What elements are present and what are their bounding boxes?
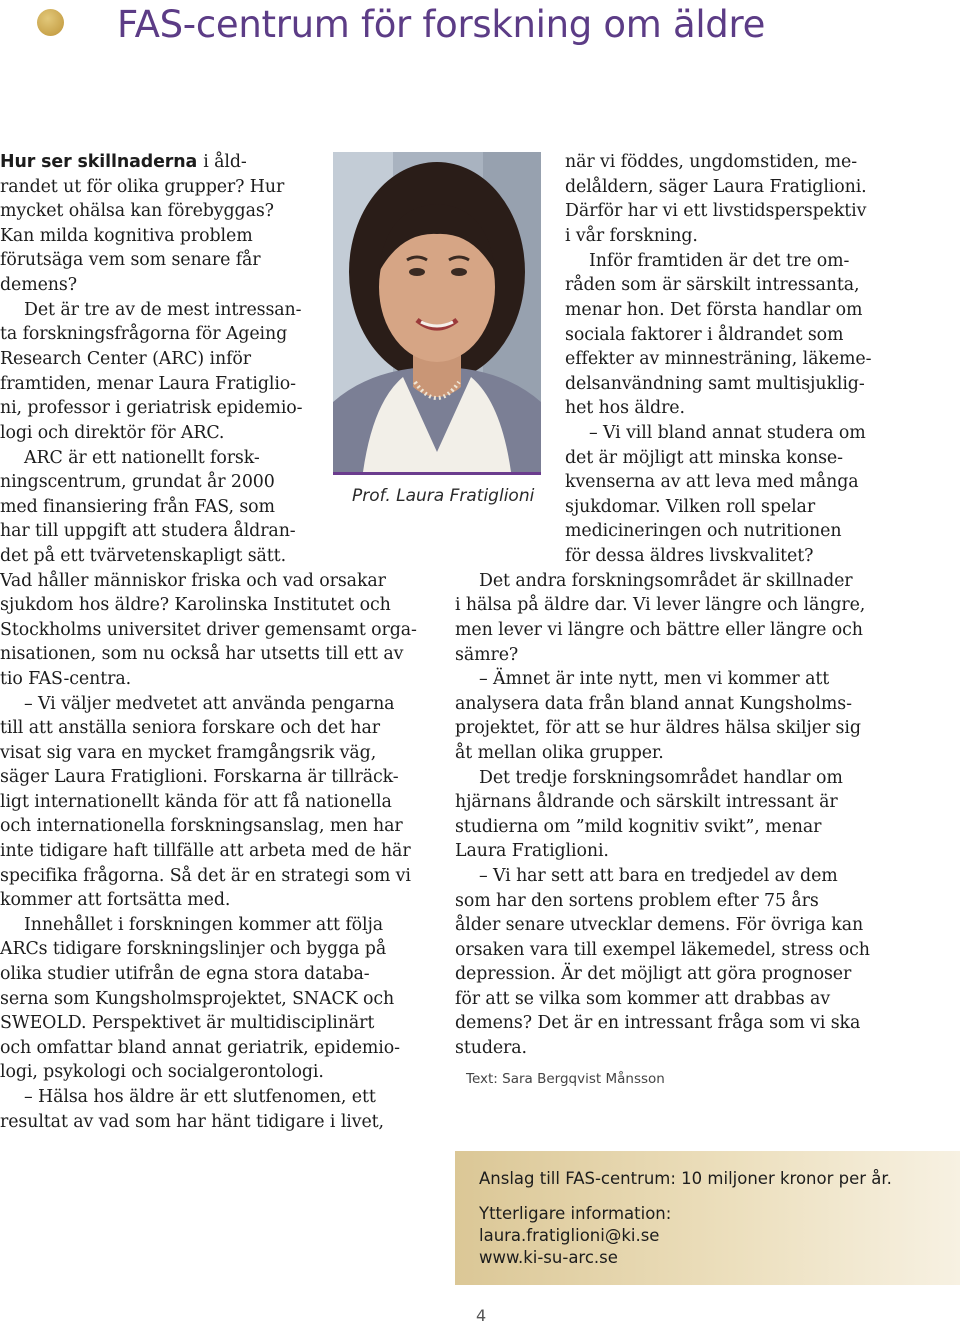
text-line: mycket ohälsa kan förebyggas? [0, 201, 274, 221]
text-line: Laura Fratiglioni. [455, 841, 609, 861]
text-line: Innehållet i forskningen kommer att följa [24, 915, 384, 935]
info-box [455, 1151, 960, 1285]
lead-bold-text: Hur ser skillnaderna [0, 152, 198, 172]
text-line: studera. [455, 1038, 527, 1058]
text-line: i hälsa på äldre dar. Vi lever längre och längre, [455, 595, 866, 615]
text-line: olika studier utifrån de egna stora databa- [0, 964, 370, 984]
text-line: kvenserna av att leva med många [565, 472, 859, 492]
text-line: sjukdom hos äldre? Karolinska Institutet och [0, 595, 391, 615]
text-line: depression. Är det möjligt att göra prognoser [455, 964, 852, 984]
text-line: men lever vi längre och bättre eller längre och [455, 620, 863, 640]
info-email-link[interactable]: laura.fratiglioni@ki.se [479, 1226, 660, 1245]
text-line: som har den sortens problem efter 75 års [455, 891, 819, 911]
text-line: har till uppgift att studera åldran- [0, 521, 296, 541]
text-line: logi och direktör för ARC. [0, 423, 225, 443]
text-line: ligt internationellt kända för att få nationella [0, 792, 392, 812]
text-line: effekter av minnesträning, läkeme- [565, 349, 872, 369]
text-line: åt mellan olika grupper. [455, 743, 664, 763]
text-line: ARCs tidigare forskningslinjer och bygga på [0, 939, 387, 959]
text-line: menar hon. Det första handlar om [565, 300, 863, 320]
text-line: Det är tre av de mest intressan- [24, 300, 302, 320]
text-line: logi, psykologi och socialgerontologi. [0, 1062, 324, 1082]
text-line: delsanvändning samt multisjuklig- [565, 374, 865, 394]
text-line: sjukdomar. Vilken roll spelar [565, 497, 816, 517]
text-line: ningscentrum, grundat år 2000 [0, 472, 275, 492]
text-line: visat sig vara en mycket framgångsrik väg, [0, 743, 377, 763]
text-line: – Hälsa hos äldre är ett slutfenomen, ett [24, 1087, 376, 1107]
text-line: sociala faktorer i åldrandet som [565, 325, 844, 345]
text-line: för dessa äldres livskvalitet? [565, 546, 814, 566]
info-grant: Anslag till FAS-centrum: 10 miljoner kronor per år. [479, 1169, 892, 1188]
lead-bold-phrase [0, 150, 197, 175]
text-line: orsaken vara till exempel läkemedel, stress och [455, 940, 870, 960]
text-line: medicineringen och nutritionen [565, 521, 842, 541]
text-line: kommer att fortsätta med. [0, 890, 231, 910]
page-title: FAS-centrum för forskning om äldre [117, 3, 766, 46]
photo-caption: Prof. Laura Fratiglioni [352, 486, 535, 506]
text-line: Vad håller människor friska och vad orsakar [0, 571, 386, 591]
text-line: delåldern, säger Laura Fratiglioni. [565, 177, 867, 197]
text-line: demens? Det är en intressant fråga som vi ska [455, 1013, 861, 1033]
portrait-photo [333, 152, 541, 475]
author-credit: Text: Sara Bergqvist Månsson [466, 1071, 665, 1087]
text-line: och internationella forskningsanslag, men har [0, 816, 403, 836]
text-line: projektet, för att se hur äldres hälsa skiljer sig [455, 718, 861, 738]
text-line: ARC är ett nationellt forsk- [24, 448, 260, 468]
text-line: – Vi väljer medvetet att använda pengarna [24, 694, 395, 714]
text-line: tio FAS-centra. [0, 669, 132, 689]
text-line: inte tidigare haft tillfälle att arbeta med de här [0, 841, 411, 861]
text-line: analysera data från bland annat Kungsholms- [455, 694, 852, 714]
text-line: serna som Kungsholmsprojektet, SNACK och [0, 989, 395, 1009]
text-line: – Vi har sett att bara en tredjedel av dem [479, 866, 838, 886]
portrait-illustration [333, 152, 541, 472]
text-line: het hos äldre. [565, 398, 685, 418]
text-line: demens? [0, 275, 77, 295]
text-line: randet ut för olika grupper? Hur [0, 177, 285, 197]
text-line: resultat av vad som har hänt tidigare i livet, [0, 1112, 384, 1132]
text-line: ålder senare utvecklar demens. För övriga kan [455, 915, 864, 935]
text-line: när vi föddes, ungdomstiden, me- [565, 152, 858, 172]
text-line: hjärnans åldrande och särskilt intressant är [455, 792, 838, 812]
info-website-link[interactable]: www.ki-su-arc.se [479, 1248, 618, 1267]
text-line: i åld- [203, 152, 247, 172]
text-line: råden som är särskilt intressanta, [565, 275, 860, 295]
text-line: förutsäga vem som senare får [0, 250, 261, 270]
text-line: säger Laura Fratiglioni. Forskarna är tillräck- [0, 767, 399, 787]
info-more-label: Ytterligare information: [479, 1204, 672, 1223]
text-line: framtiden, menar Laura Fratiglio- [0, 374, 296, 394]
text-line: sämre? [455, 645, 519, 665]
text-line: Det andra forskningsområdet är skillnader [479, 571, 853, 591]
text-line: studierna om ”mild kognitiv svikt”, menar [455, 817, 822, 837]
text-line: för att se vilka som kommer att drabbas av [455, 989, 831, 1009]
title-bullet-dot [37, 9, 64, 36]
text-line: SWEOLD. Perspektivet är multidisciplinärt [0, 1013, 375, 1033]
text-line: ta forskningsfrågorna för Ageing [0, 324, 288, 344]
text-line: nisationen, som nu också har utsetts till ett av [0, 644, 404, 664]
text-line: till att anställa seniora forskare och det har [0, 718, 380, 738]
text-line: Kan milda kognitiva problem [0, 226, 253, 246]
text-line: – Ämnet är inte nytt, men vi kommer att [479, 669, 830, 689]
text-line: i vår forskning. [565, 226, 698, 246]
text-line: och omfattar bland annat geriatrik, epidemio- [0, 1038, 400, 1058]
text-line: Research Center (ARC) inför [0, 349, 252, 369]
text-line: Stockholms universitet driver gemensamt orga- [0, 620, 417, 640]
text-line: Inför framtiden är det tre om- [589, 251, 850, 271]
text-line: det på ett tvärvetenskapligt sätt. [0, 546, 286, 566]
text-line: Därför har vi ett livstidsperspektiv [565, 201, 867, 221]
text-line: det är möjligt att minska konse- [565, 448, 843, 468]
text-line: specifika frågorna. Så det är en strategi som vi [0, 866, 411, 886]
text-line: – Vi vill bland annat studera om [589, 423, 866, 443]
text-line: Det tredje forskningsområdet handlar om [479, 768, 843, 788]
page-number: 4 [476, 1306, 487, 1325]
text-line: ni, professor i geriatrisk epidemio- [0, 398, 303, 418]
text-line: med finansiering från FAS, som [0, 497, 275, 517]
